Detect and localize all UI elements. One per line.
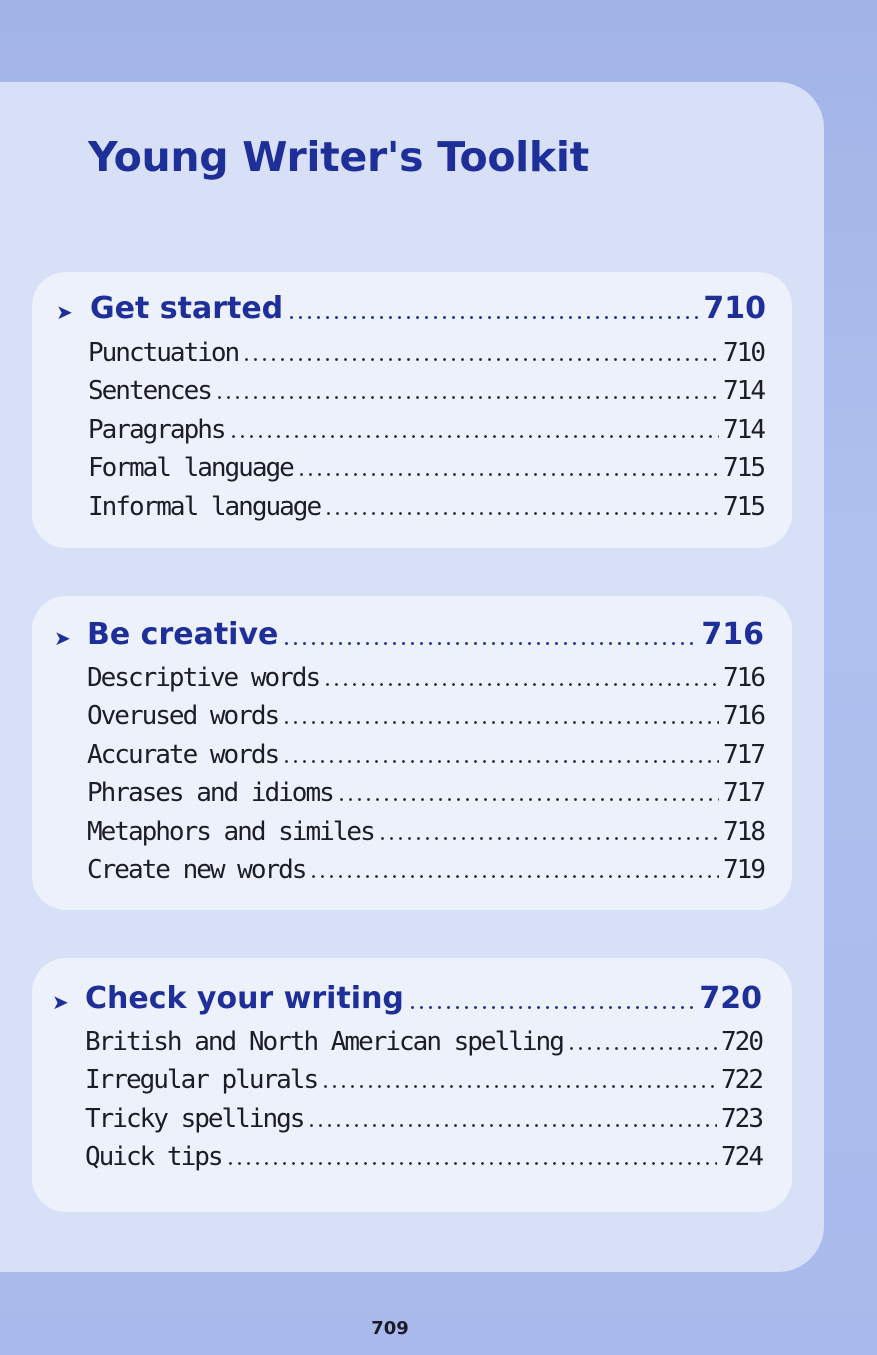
section-heading: Check your writing: [85, 981, 404, 1016]
dot-leader: [323, 683, 719, 686]
dot-leader: [242, 358, 719, 361]
toc-entry-label: Tricky spellings: [85, 1104, 304, 1134]
toc-entry-page: 715: [723, 453, 764, 483]
dot-leader: [282, 760, 719, 763]
toc-entry[interactable]: [87, 778, 764, 808]
section-heading-entry[interactable]: [90, 291, 766, 326]
toc-entry-label: Overused words: [87, 701, 279, 731]
dot-leader: [408, 1006, 695, 1009]
toc-entry[interactable]: [88, 338, 764, 368]
section-heading-entry[interactable]: [85, 981, 762, 1016]
dot-leader: [378, 837, 719, 840]
toc-entry-label: Accurate words: [87, 740, 279, 770]
section-heading: Get started: [90, 291, 284, 326]
arrowhead-icon: ➤: [54, 626, 71, 650]
toc-entry[interactable]: [88, 453, 764, 483]
arrowhead-icon: ➤: [52, 990, 69, 1014]
section-page-number: 720: [699, 981, 762, 1016]
toc-entry-page: 719: [723, 855, 764, 885]
dot-leader: [226, 1162, 717, 1165]
toc-entry-label: Descriptive words: [87, 663, 320, 693]
dot-leader: [307, 1124, 717, 1127]
toc-entry[interactable]: [88, 415, 764, 445]
dot-leader: [309, 875, 719, 878]
dot-leader: [282, 721, 719, 724]
toc-entry[interactable]: [85, 1142, 762, 1172]
toc-entry-label: Punctuation: [88, 338, 239, 368]
toc-entry-page: 714: [723, 415, 764, 445]
toc-entry[interactable]: [87, 740, 764, 770]
toc-entry-page: 715: [723, 492, 764, 522]
toc-entry-label: Sentences: [88, 376, 211, 406]
toc-entry-page: 718: [723, 817, 764, 847]
dot-leader: [321, 1085, 717, 1088]
toc-entry-label: Quick tips: [85, 1142, 222, 1172]
toc-entry[interactable]: [87, 817, 764, 847]
toc-entry-page: 710: [723, 338, 764, 368]
dot-leader: [297, 473, 719, 476]
toc-entry-page: 716: [723, 701, 764, 731]
section-heading: Be creative: [87, 617, 279, 652]
toc-entry[interactable]: [87, 663, 764, 693]
toc-entry-label: Informal language: [88, 492, 321, 522]
toc-entry-page: 720: [721, 1027, 762, 1057]
toc-entry[interactable]: [87, 855, 764, 885]
toc-entry-label: Metaphors and similes: [87, 817, 374, 847]
toc-entry-page: 724: [721, 1142, 762, 1172]
toc-entry-label: Create new words: [87, 855, 306, 885]
dot-leader: [215, 396, 719, 399]
toc-entry-page: 723: [721, 1104, 762, 1134]
dot-leader: [229, 435, 719, 438]
dot-leader: [337, 798, 719, 801]
toc-entry-label: Formal language: [88, 453, 293, 483]
toc-entry[interactable]: [88, 492, 764, 522]
dot-leader: [282, 642, 697, 645]
toc-entry[interactable]: [85, 1027, 762, 1057]
toc-entry-page: 716: [723, 663, 764, 693]
toc-entry[interactable]: [85, 1065, 762, 1095]
toc-entry[interactable]: [88, 376, 764, 406]
page-number: 709: [371, 1318, 409, 1339]
toc-entry-label: Phrases and idioms: [87, 778, 333, 808]
page-title: Young Writer's Toolkit: [88, 133, 589, 181]
dot-leader: [567, 1047, 717, 1050]
toc-entry-label: British and North American spelling: [85, 1027, 563, 1057]
section-page-number: 716: [701, 617, 764, 652]
toc-entry-page: 717: [723, 740, 764, 770]
toc-entry[interactable]: [85, 1104, 762, 1134]
toc-entry[interactable]: [87, 701, 764, 731]
section-heading-entry[interactable]: [87, 617, 764, 652]
section-page-number: 710: [703, 291, 766, 326]
toc-entry-label: Paragraphs: [88, 415, 225, 445]
toc-entry-page: 722: [721, 1065, 762, 1095]
toc-entry-page: 717: [723, 778, 764, 808]
dot-leader: [287, 316, 699, 319]
toc-entry-page: 714: [723, 376, 764, 406]
dot-leader: [324, 512, 719, 515]
toc-entry-label: Irregular plurals: [85, 1065, 318, 1095]
arrowhead-icon: ➤: [56, 300, 73, 324]
